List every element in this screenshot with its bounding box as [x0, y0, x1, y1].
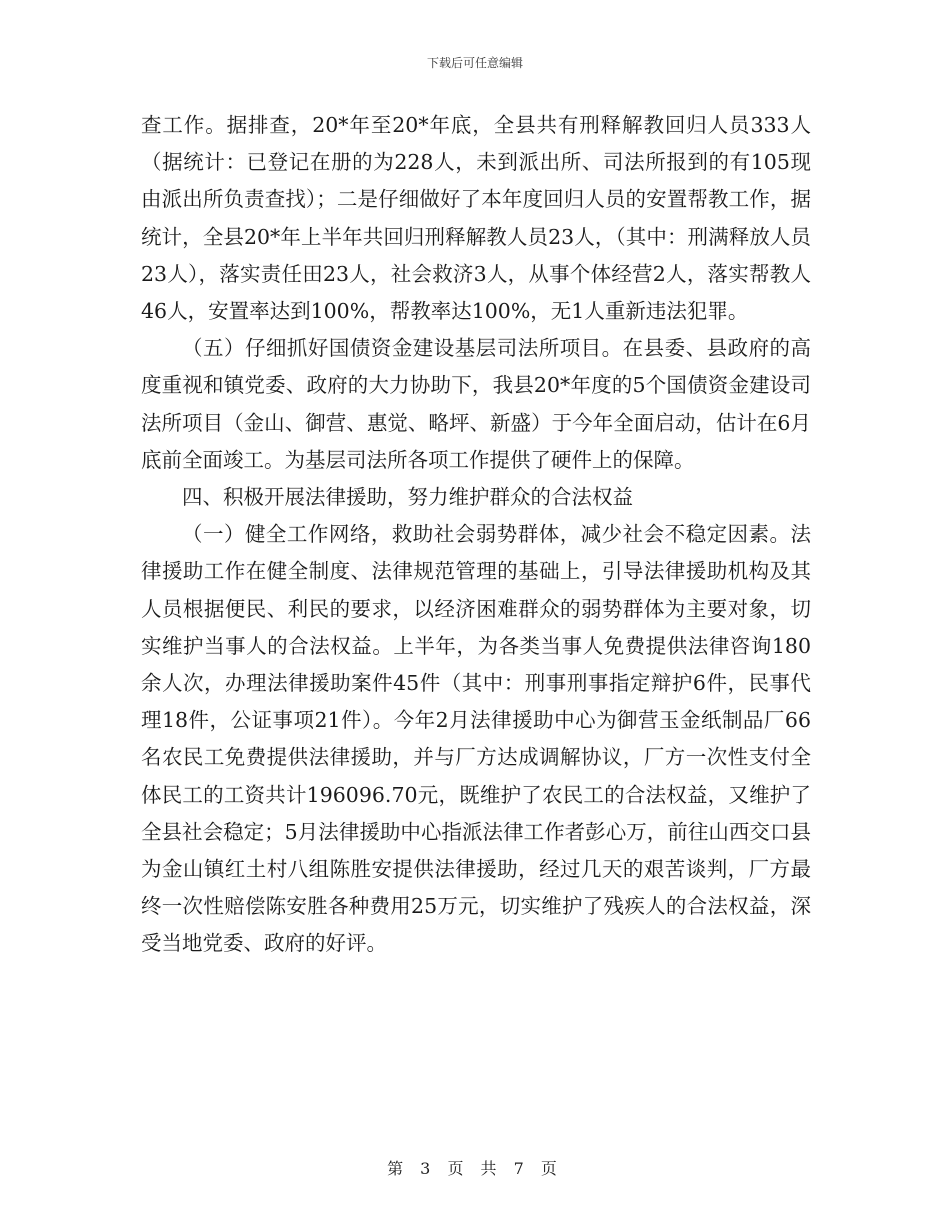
- paragraph-continuation: 查工作。据排查，20*年至20*年底，全县共有刑释解教回归人员333人（据统计：已登记在册的为228人，未到派出所、司法所报到的有105现由派出所负责查找）；二是仔细做好了本年度回归人员的安置帮教工作，据统计，全县20*年上半年共回归刑释解教人员23人，（其中：刑满释放人员23人），落实责任田23人，社会救济3人，从事个体经营2人，落实帮教人46人，安置率达到100%，帮教率达100%，无1人重新违法犯罪。: [141, 113, 811, 324]
- section-heading-legal-aid: 四、积极开展法律援助，努力维护群众的合法权益: [182, 485, 633, 510]
- paragraph-subsection-one: （一）健全工作网络，救助社会弱势群体，减少社会不稳定因素。法律援助工作在健全制度、法律规范管理的基础上，引导法律援助机构及其人员根据便民、利民的要求，以经济困难群众的弱势群体为主要对象，切实维护当事人的合法权益。上半年，为各类当事人免费提供法律咨询180余人次，办理法律援助案件45件（其中：刑事刑事指定辩护6件，民事代理18件，公证事项21件）。今年2月法律援助中心为御营玉金纸制品厂66名农民工免费提供法律援助，并与厂方达成调解协议，厂方一次性支付全体民工的工资共计196096.70元，既维护了农民工的合法权益，又维护了全县社会稳定；5月法律援助中心指派法律工作者彭心万，前往山西交口县为金山镇红土村八组陈胜安提供法律援助，经过几天的艰苦谈判，厂方最终一次性赔偿陈安胜各种费用25万元，切实维护了残疾人的合法权益，深受当地党委、政府的好评。: [141, 522, 811, 956]
- document-body: [141, 107, 811, 963]
- page-number-footer: 第 3 页 共 7 页: [387, 1159, 563, 1178]
- page-header-note: 下载后可任意编辑: [426, 56, 523, 70]
- paragraph-section-five: （五）仔细抓好国债资金建设基层司法所项目。在县委、县政府的高度重视和镇党委、政府的大力协助下，我县20*年度的5个国债资金建设司法所项目（金山、御营、惠觉、略坪、新盛）于今年全面启动，估计在6月底前全面竣工。为基层司法所各项工作提供了硬件上的保障。: [141, 336, 811, 472]
